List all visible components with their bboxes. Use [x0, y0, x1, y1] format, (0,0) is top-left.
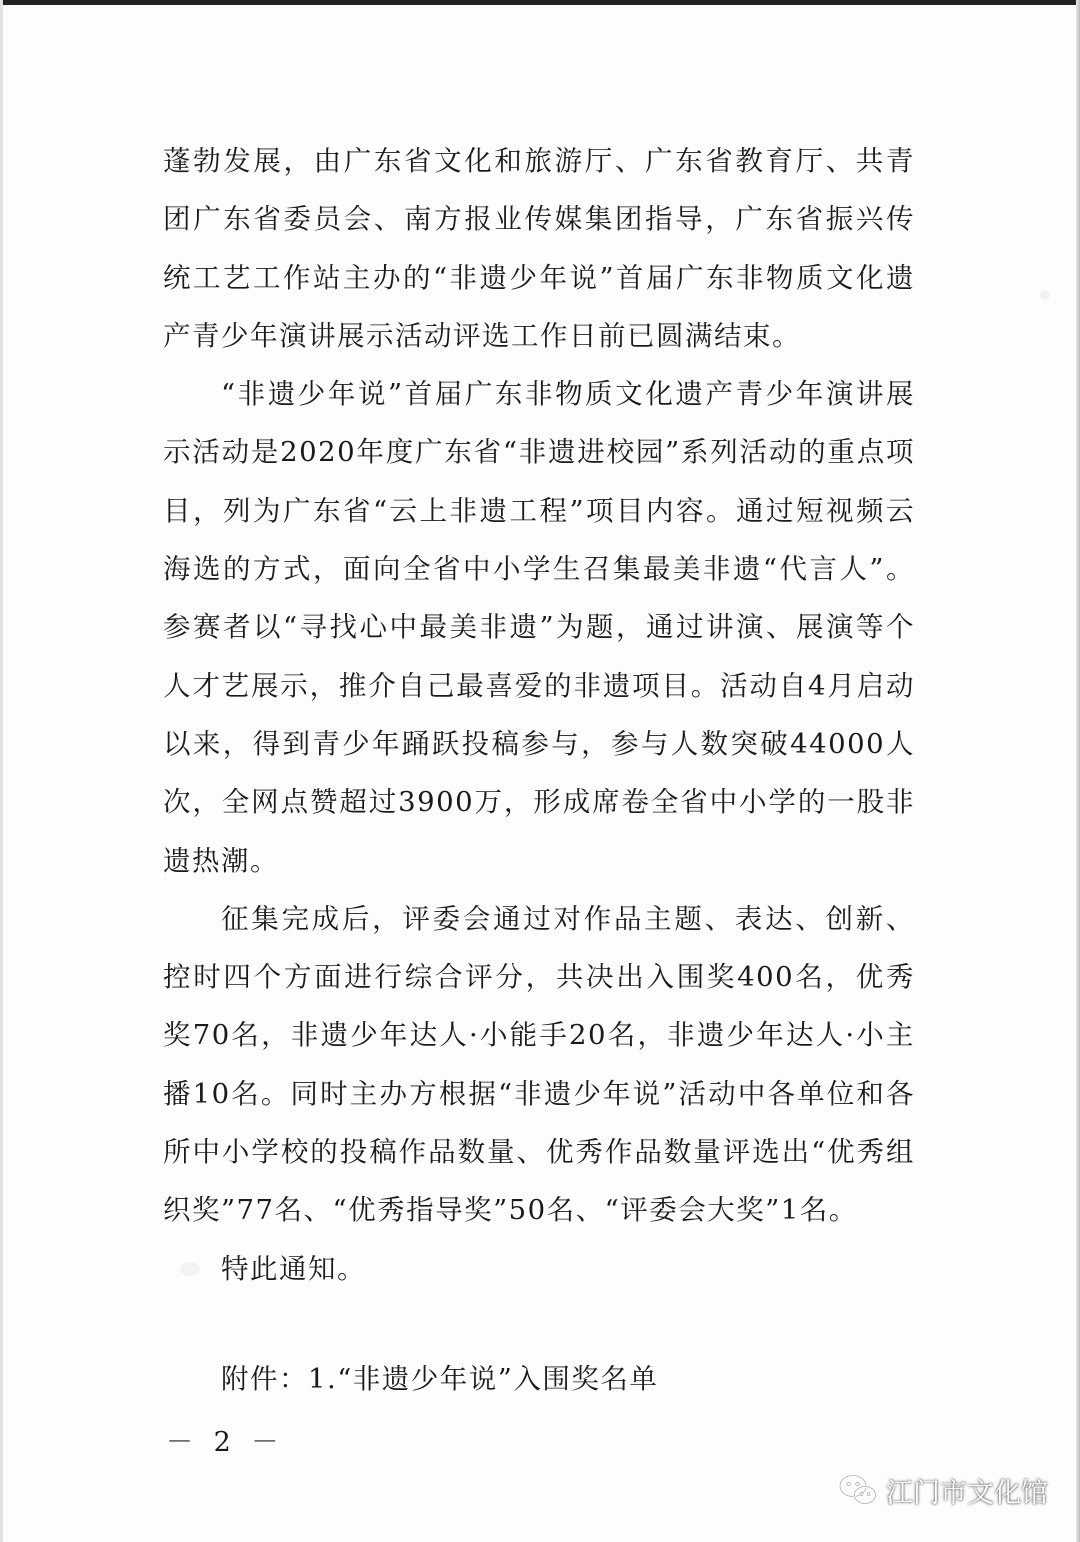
document-body	[163, 132, 915, 1408]
scan-edge-left	[0, 0, 3, 1542]
scan-smudge	[1040, 290, 1050, 300]
paragraph-3: 征集完成后，评委会通过对作品主题、表达、创新、控时四个方面进行综合评分，共决出入围奖400名，优秀奖70名，非遗少年达人·小能手20名，非遗少年达人·小主播10名。同时主办方根据“非遗少年说”活动中各单位和各所中小学校的投稿作品数量、优秀作品数量评选出“优秀组织奖”77名、“优秀指导奖”50名、“评委会大奖”1名。	[163, 902, 915, 1227]
paragraph-1: 蓬勃发展，由广东省文化和旅游厅、广东省教育厅、共青团广东省委员会、南方报业传媒集团指导，广东省振兴传统工艺工作站主办的“非遗少年说”首届广东非物质文化遗产青少年演讲展示活动评选工作日前已圆满结束。	[163, 145, 915, 352]
paragraph-2: “非遗少年说”首届广东非物质文化遗产青少年演讲展示活动是2020年度广东省“非遗进校园”系列活动的重点项目，列为广东省“云上非遗工程”项目内容。通过短视频云海选的方式，面向全省中小学生召集最美非遗“代言人”。参赛者以“寻找心中最美非遗”为题，通过讲演、展演等个人才艺展示，推介自己最喜爱的非遗项目。活动自4月启动以来，得到青少年踊跃投稿参与，参与人数突破44000人次，全网点赞超过3900万，形成席卷全省中小学的一股非遗热潮。	[163, 378, 915, 877]
watermark	[838, 1470, 1048, 1510]
attachment-line: 附件：1.“非遗少年说”入围奖名单	[221, 1362, 659, 1395]
page-number: － 2 －	[166, 1427, 285, 1458]
closing-line: 特此通知。	[221, 1252, 366, 1285]
scan-edge-right	[1076, 0, 1080, 1542]
watermark-text: 江门市文化馆	[886, 1477, 1048, 1509]
scan-edge-top	[0, 0, 1080, 5]
wechat-icon	[838, 1473, 878, 1507]
